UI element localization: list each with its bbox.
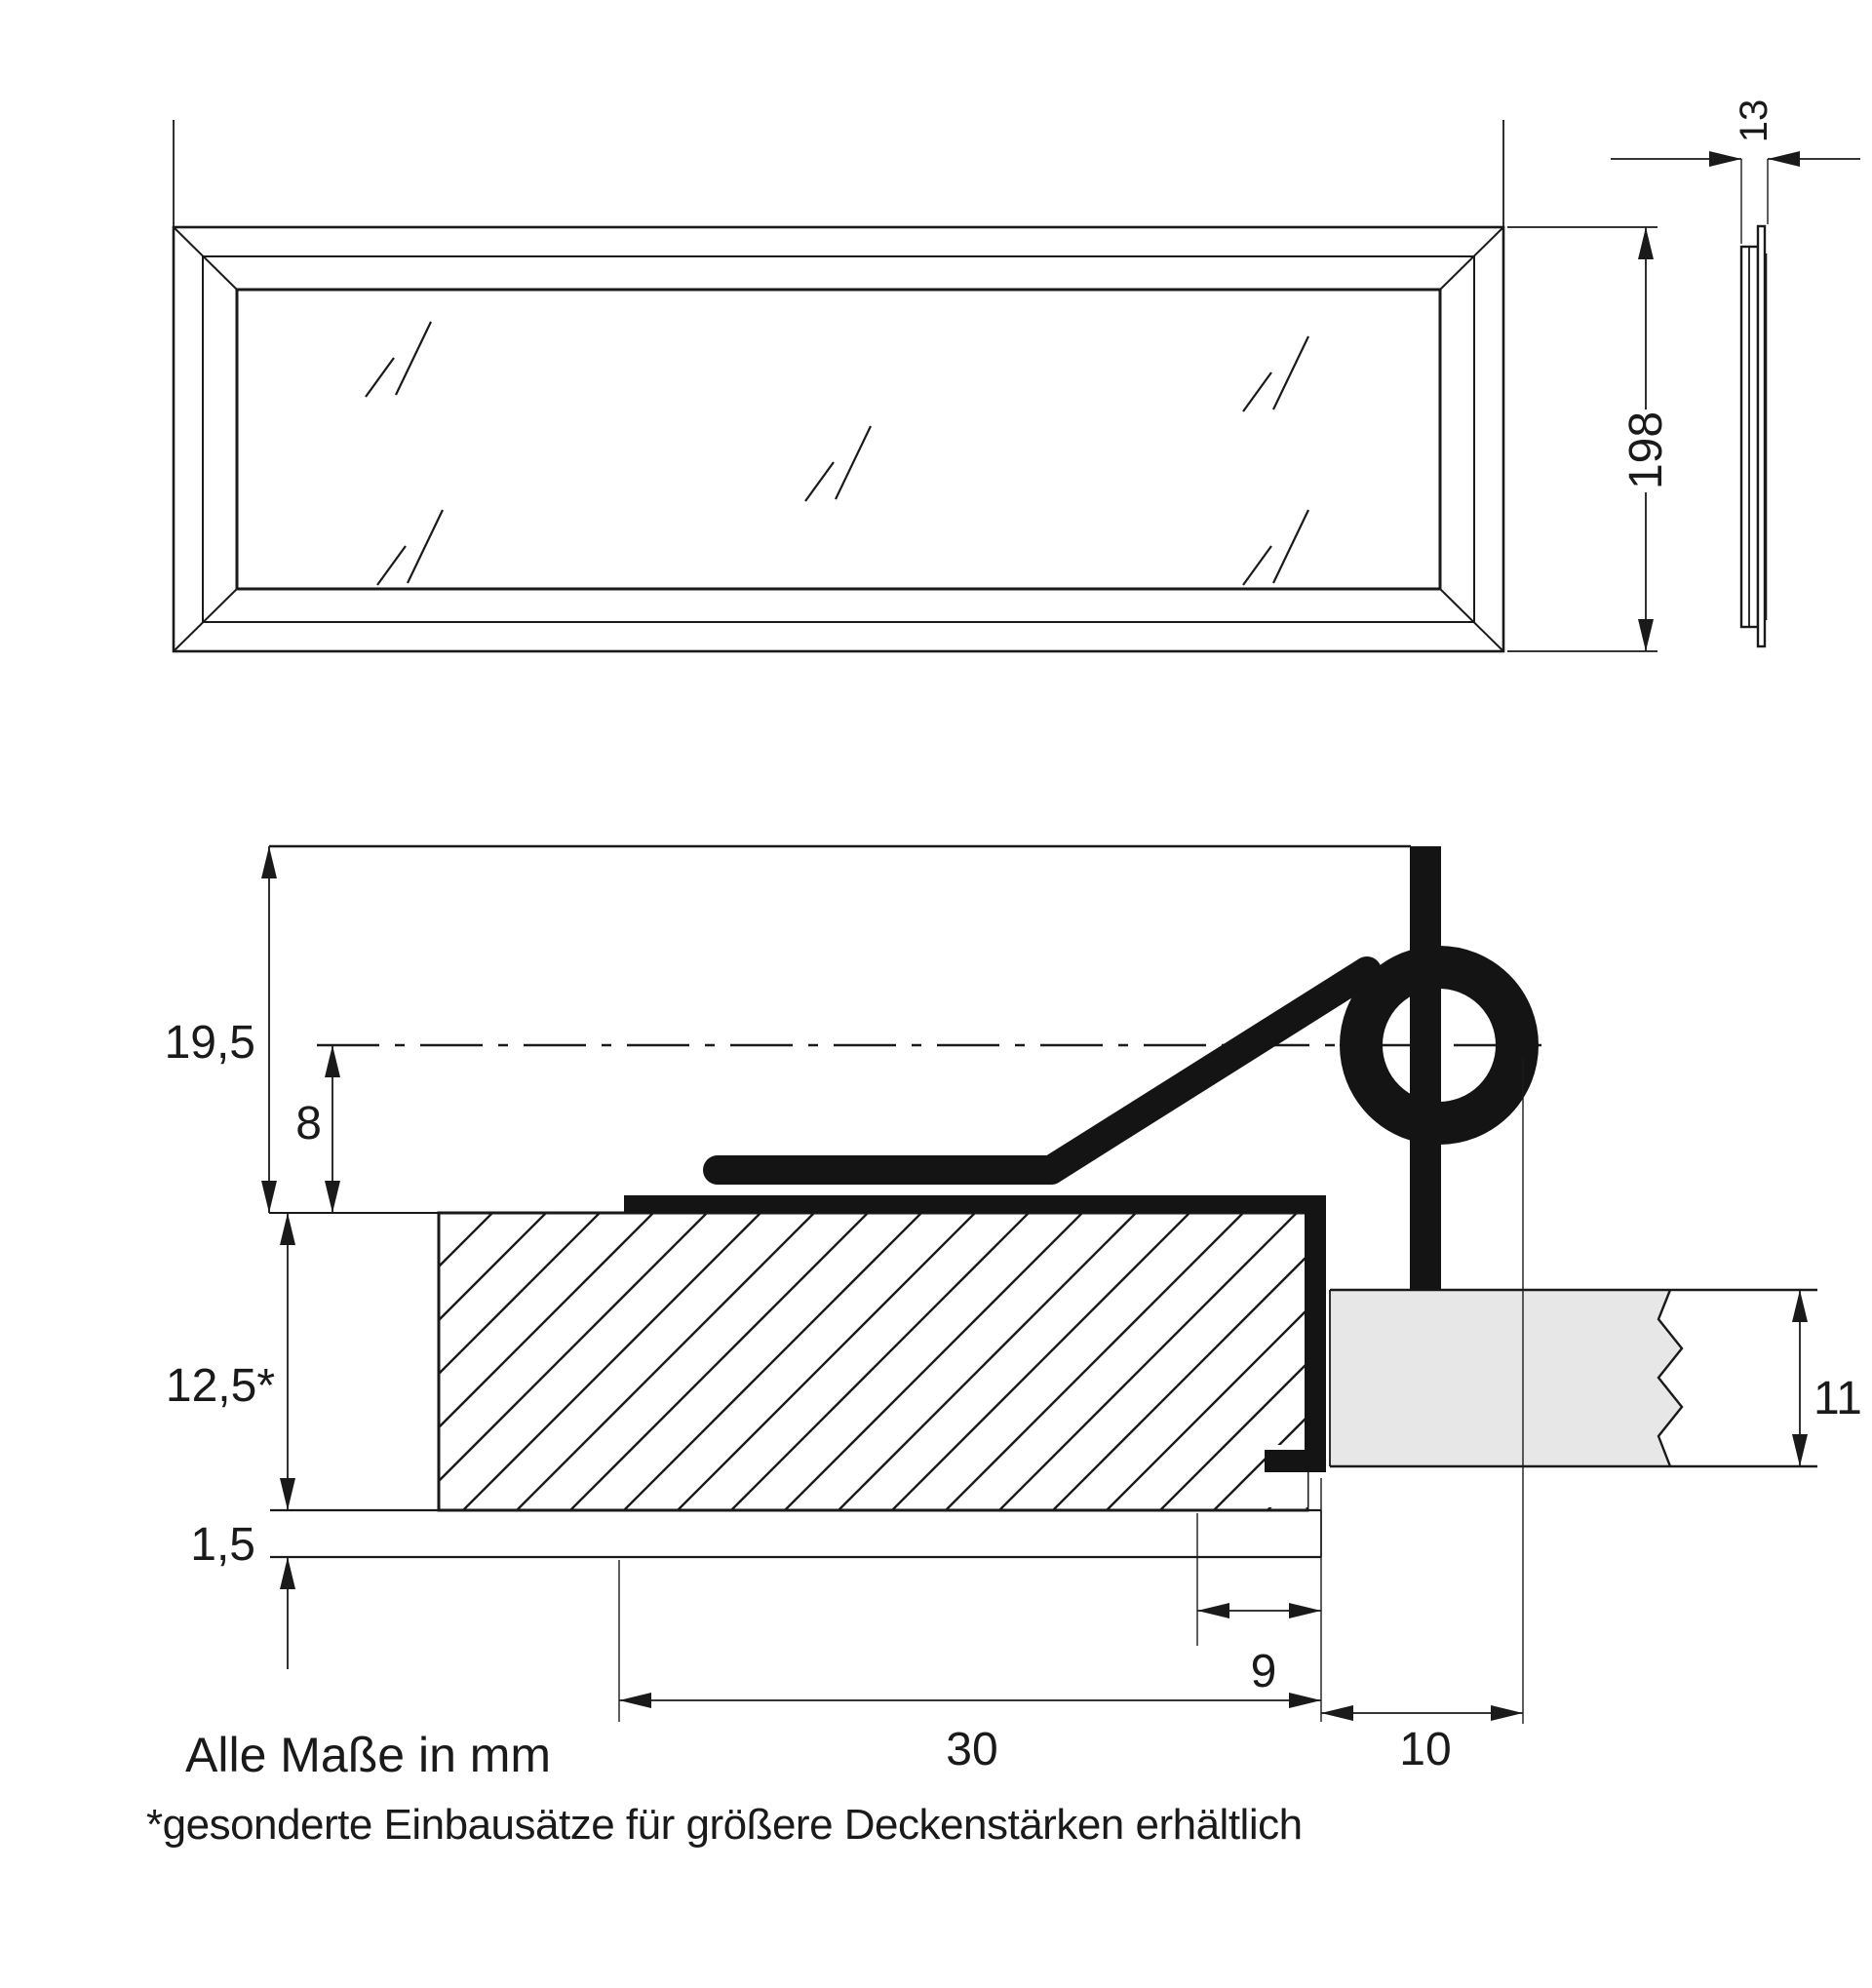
note-footnote: *gesonderte Einbausätze für größere Deckenstärken erhältlich [146, 1801, 1303, 1849]
dim-label-13: 13 [1733, 98, 1775, 143]
dim-clip-base [619, 1478, 1321, 1775]
clip-spring-arm [718, 971, 1367, 1170]
dim-pane-thickness [190, 1519, 295, 1669]
dim-rebate [1197, 1513, 1321, 1697]
side-front-flange [1758, 226, 1765, 646]
glass-hatch-mark [805, 426, 871, 501]
mitre-line [174, 227, 237, 290]
section-view [165, 846, 1862, 1775]
slab-fill [1330, 1290, 1682, 1466]
glass-hatch-mark [1243, 336, 1308, 411]
mitre-line [1440, 589, 1503, 651]
arrowhead-down [1638, 619, 1654, 651]
ceiling-slab [1330, 1290, 1817, 1466]
dim-center-to-frame [295, 1045, 340, 1213]
dim-label-19-5: 19,5 [164, 1017, 255, 1069]
dim-label-10: 10 [1399, 1724, 1452, 1775]
dim-thickness [1611, 99, 1860, 244]
dim-label-198: 198 [1620, 410, 1672, 490]
arrowhead-left [1768, 151, 1800, 167]
dim-label-9: 9 [1250, 1646, 1277, 1697]
side-view [1741, 226, 1766, 646]
dim-label-30: 30 [946, 1724, 998, 1775]
arrowhead-up [1638, 227, 1654, 259]
clip-bolt [1410, 846, 1441, 1290]
front-view [174, 120, 1658, 651]
dim-top-to-center [165, 846, 277, 1213]
dim-ceiling-thickness [1792, 1290, 1862, 1466]
note-units: Alle Maße in mm [185, 1728, 552, 1782]
glass-hatch-mark [366, 322, 431, 397]
glass-hatch-mark [1243, 510, 1308, 585]
frame-inner-edge [237, 290, 1440, 589]
notes [146, 1728, 1303, 1849]
dim-label-12-5: 12,5* [165, 1360, 275, 1412]
dim-label-1-5: 1,5 [190, 1519, 255, 1571]
dim-frame-depth [166, 1213, 295, 1510]
dim-front-height [1620, 227, 1672, 651]
arrowhead-right [1709, 151, 1741, 167]
mitre-line [1440, 227, 1503, 290]
frame-bevel-edge [203, 256, 1474, 622]
mitre-line [174, 589, 237, 651]
dim-label-11: 11 [1814, 1373, 1862, 1424]
mirror-pane [270, 1510, 1321, 1557]
dim-label-8: 8 [295, 1098, 322, 1150]
slab-break-line [1658, 1290, 1682, 1466]
glass-hatch-mark [377, 510, 443, 585]
